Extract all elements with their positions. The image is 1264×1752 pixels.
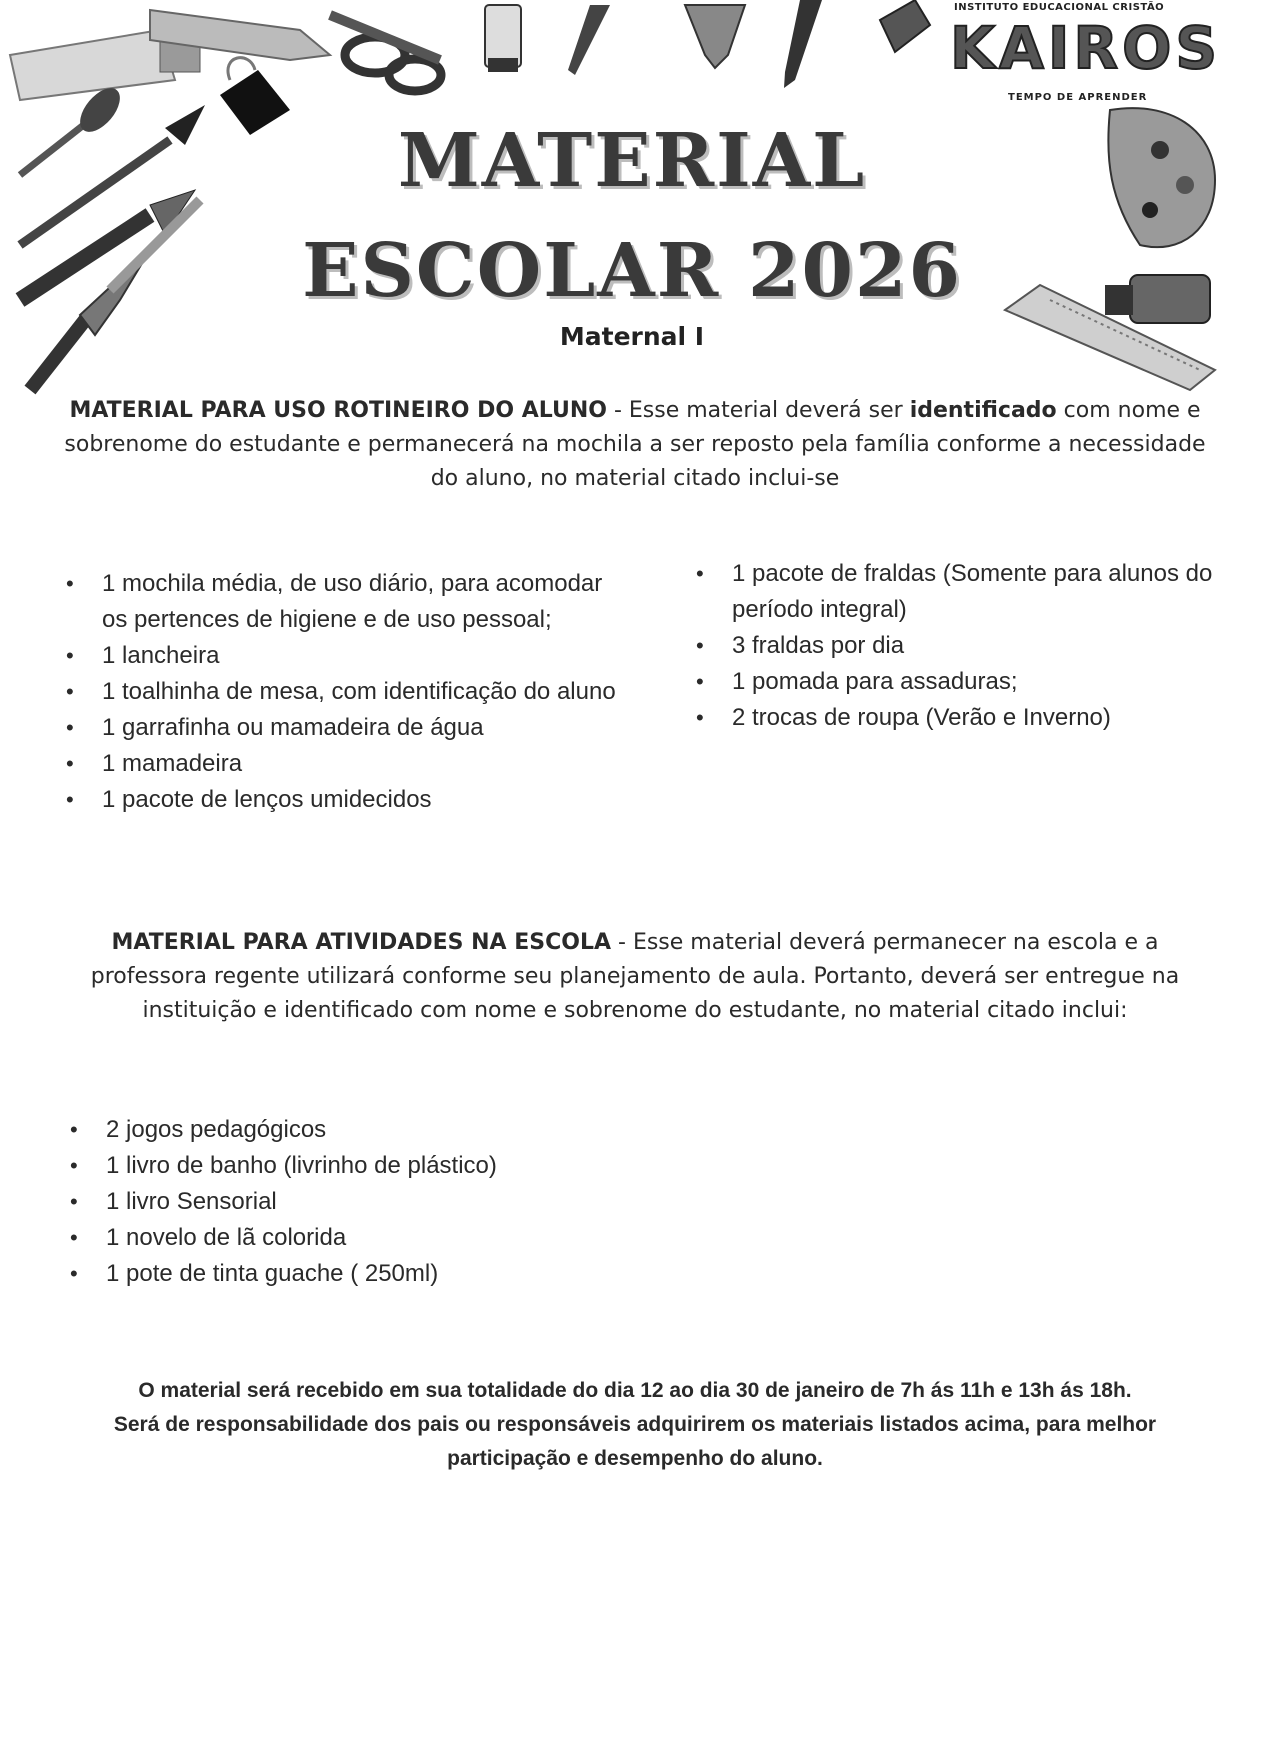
list-item: • 1 pote de tinta guache ( 250ml) bbox=[62, 1256, 762, 1292]
pencil-icon bbox=[568, 5, 610, 75]
grade-label: Maternal I bbox=[559, 322, 705, 351]
title-line-2: ESCOLAR 2026 bbox=[302, 228, 962, 314]
list-item: • 1 garrafinha ou mamadeira de água bbox=[58, 710, 618, 746]
list-item: • 1 livro de banho (livrinho de plástico) bbox=[62, 1148, 762, 1184]
section-2-heading: MATERIAL PARA ATIVIDADES NA ESCOLA bbox=[111, 930, 612, 955]
list-item: • 1 lancheira bbox=[58, 638, 618, 674]
section-1-heading: MATERIAL PARA USO ROTINEIRO DO ALUNO bbox=[69, 398, 607, 423]
logo-name: KAIROS bbox=[950, 14, 1222, 82]
footer-line-1: O material será recebido em sua totalidade do dia 12 ao dia 30 de janeiro de 7h ás 11h e 13h ás 18h. bbox=[138, 1379, 1132, 1402]
section-2-intro bbox=[60, 926, 1210, 1028]
title-line-1: MATERIAL bbox=[397, 118, 867, 204]
list-item: • 1 pacote de lenços umidecidos bbox=[58, 782, 618, 818]
section-2-text: - Esse material deverá permanecer na escola e a professora regente utilizará conforme seu planejamento de aula. Portanto, deverá ser entregue na instituição e identificado com nome e sobrenome do estudante, no material citado inclui: bbox=[90, 930, 1180, 1023]
scissors-icon bbox=[330, 15, 441, 91]
list-item: • 1 livro Sensorial bbox=[62, 1184, 762, 1220]
list-item: • 1 mochila média, de uso diário, para acomodar os pertences de higiene e de uso pessoal; bbox=[58, 566, 618, 638]
eraser-icon bbox=[880, 0, 930, 52]
school-logo bbox=[950, 0, 1220, 110]
list-item: • 1 pomada para assaduras; bbox=[688, 664, 1228, 700]
list-item: • 1 pacote de fraldas (Somente para alunos do período integral) bbox=[688, 556, 1228, 628]
section-1-text-before: - Esse material deverá ser bbox=[606, 398, 910, 423]
footer-line-2: Será de responsabilidade dos pais ou responsáveis adquirirem os materiais listados acima, para melhor participação e desempenho do aluno. bbox=[113, 1413, 1157, 1470]
section-2-list bbox=[62, 1112, 762, 1292]
list-item: • 1 toalhinha de mesa, com identificação do aluno bbox=[58, 674, 618, 710]
pencil-icon bbox=[685, 5, 745, 68]
logo-tagline: TEMPO DE APRENDER bbox=[1008, 92, 1148, 103]
list-item: • 2 trocas de roupa (Verão e Inverno) bbox=[688, 700, 1228, 736]
list-item: • 2 jogos pedagógicos bbox=[62, 1112, 762, 1148]
list-item: • 1 novelo de lã colorida bbox=[62, 1220, 762, 1256]
logo-subtitle: INSTITUTO EDUCACIONAL CRISTÃO bbox=[954, 2, 1165, 13]
section-1-emphasis: identificado bbox=[909, 398, 1057, 423]
section-1-text-after: com nome e sobrenome do estudante e permanecerá na mochila a ser reposto pela família conforme a necessidade do aluno, no material citado inclui-se bbox=[64, 398, 1206, 491]
section-1-list-right bbox=[688, 556, 1228, 736]
section-1-intro bbox=[60, 394, 1210, 496]
section-1-list-left bbox=[58, 566, 618, 818]
list-item: • 1 mamadeira bbox=[58, 746, 618, 782]
footer-note bbox=[60, 1374, 1210, 1476]
list-item: • 3 fraldas por dia bbox=[688, 628, 1228, 664]
pencil-icon bbox=[784, 0, 822, 88]
glue-icon bbox=[485, 5, 521, 72]
